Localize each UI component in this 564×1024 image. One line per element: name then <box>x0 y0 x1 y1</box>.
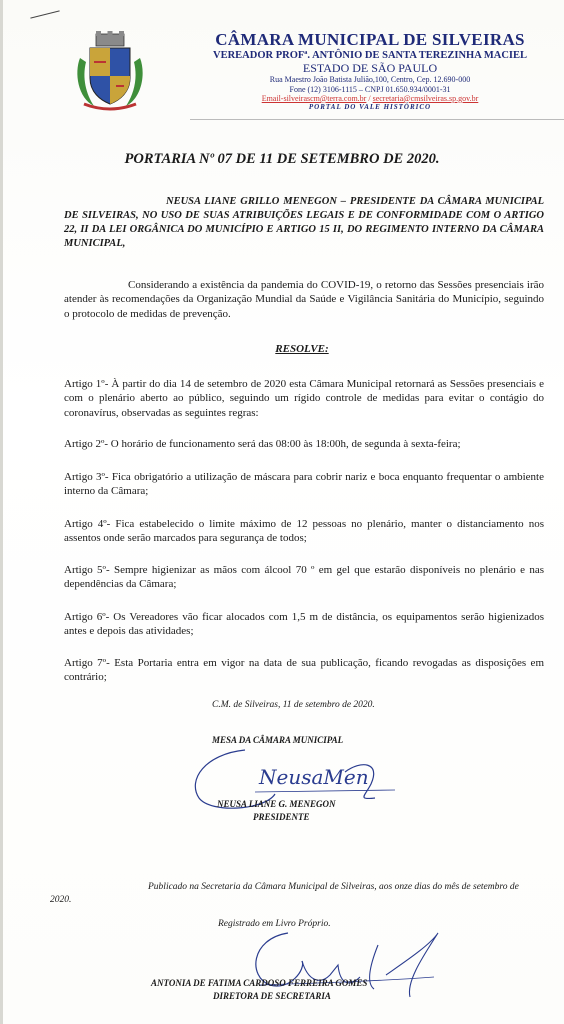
considerando-lead: Considerando a existência da pandemia do COVID-19, o retorno das Sessões presenciais <box>128 279 524 291</box>
date-line: C.M. de Silveiras, 11 de setembro de 2020. <box>212 700 375 710</box>
document-title: PORTARIA Nº 07 DE 11 DE SETEMBRO DE 2020. <box>124 151 440 167</box>
phone-cnpj: Fone (12) 3106-1115 – CNPJ 01.650.934/0001-31 <box>289 84 451 94</box>
pen-mark <box>30 10 59 18</box>
publication-lead: Publicado na Secretaria da Câmara Municipal de Silveiras, aos onze dias do mês <box>148 882 460 892</box>
address: Rua Maestro João Batista Julião,100, Centro, Cep. 12.690-000 <box>269 75 471 85</box>
portal-slogan: PORTAL DO VALE HISTÓRICO <box>308 102 432 111</box>
state-name: ESTADO DE SÃO PAULO <box>302 60 438 75</box>
coat-of-arms-icon <box>72 28 148 112</box>
article-3: Artigo 3º- Fica obrigatório a utilização de máscara para cobrir nariz e boca enquanto frequentar o ambiente interno da Câmara; <box>64 471 544 498</box>
publication-note <box>50 881 530 907</box>
signature-script: NeusaMen <box>259 765 369 789</box>
secretary-role: DIRETORA DE SECRETARIA <box>213 991 331 1001</box>
article-4: Artigo 4º- Fica estabelecido o limite máximo de 12 pessoas no plenário, manter o distanciamento nos assentos onde serão marcados para segurança de todos; <box>64 518 544 545</box>
considerando-paragraph <box>64 278 544 321</box>
secretary-name: ANTONIA DE FATIMA CARDOSO FERREIRA GOMES <box>151 978 368 988</box>
header-divider <box>190 119 564 120</box>
email-line <box>180 94 560 103</box>
publication-rest: de setembro de 2020. <box>50 882 519 905</box>
president-name: NEUSA LIANE G. MENEGON <box>217 799 336 809</box>
preamble-lead: NEUSA LIANE GRILLO MENEGON – PRESIDENTE DA CÂMARA <box>166 196 482 207</box>
preamble-rest: MUNICIPAL DE SILVEIRAS, NO USO DE SUAS ATRIBUIÇÕES LEGAIS E DE CONFORMIDADE COM O ARTIGO 22, II DA LEI ORGÂNICA DO MUNICÍPIO E ARTIGO 15 II, DO REGIMENTO INTERNO DA CÂMARA MUNICIPAL, <box>64 196 545 249</box>
preamble <box>64 195 544 251</box>
article-2: Artigo 2º- O horário de funcionamento será das 08:00 às 18:00h, de segunda à sexta-feira; <box>64 438 461 450</box>
resolve-heading: RESOLVE: <box>275 343 329 355</box>
mesa-heading: MESA DA CÂMARA MUNICIPAL <box>212 735 344 745</box>
institution-name: CÂMARA MUNICIPAL DE SILVEIRAS <box>215 30 525 49</box>
article-5: Artigo 5º- Sempre higienizar as mãos com álcool 70 º em gel que estarão disponíveis no plenário e nas dependências da Câmara; <box>64 564 544 591</box>
article-1: Artigo 1º- À partir do dia 14 de setembro de 2020 esta Câmara Municipal retornará as Sessões presenciais e com o plenário aberto ao público, seguindo um rígido controle de medidas para evitar o contágio do coronavírus, observadas as seguintes regras: <box>64 378 544 419</box>
email-link-1[interactable]: Email-silveirascm@terra.com.br <box>261 93 367 103</box>
registration-note: Registrado em Livro Próprio. <box>218 919 331 929</box>
considerando-rest: irão atender às recomendações da Organização Mundial da Saúde e Vigilância Sanitária do Município, seguindo o protocolo de medidas de prevenção. <box>64 279 545 320</box>
letterhead <box>180 30 560 111</box>
email-separator: / <box>366 93 373 103</box>
email-link-2[interactable]: secretaria@cmsilveiras.sp.gov.br <box>372 93 479 103</box>
building-name: VEREADOR PROFª. ANTÔNIO DE SANTA TEREZINHA MACIEL <box>212 49 527 61</box>
president-role: PRESIDENTE <box>253 812 310 822</box>
article-6: Artigo 6º- Os Vereadores vão ficar alocados com 1,5 m de distância, os equipamentos serão higienizados antes e depois das atividades; <box>64 611 544 638</box>
article-7: Artigo 7º- Esta Portaria entra em vigor na data de sua publicação, ficando revogadas as disposições em contrário; <box>64 657 544 684</box>
